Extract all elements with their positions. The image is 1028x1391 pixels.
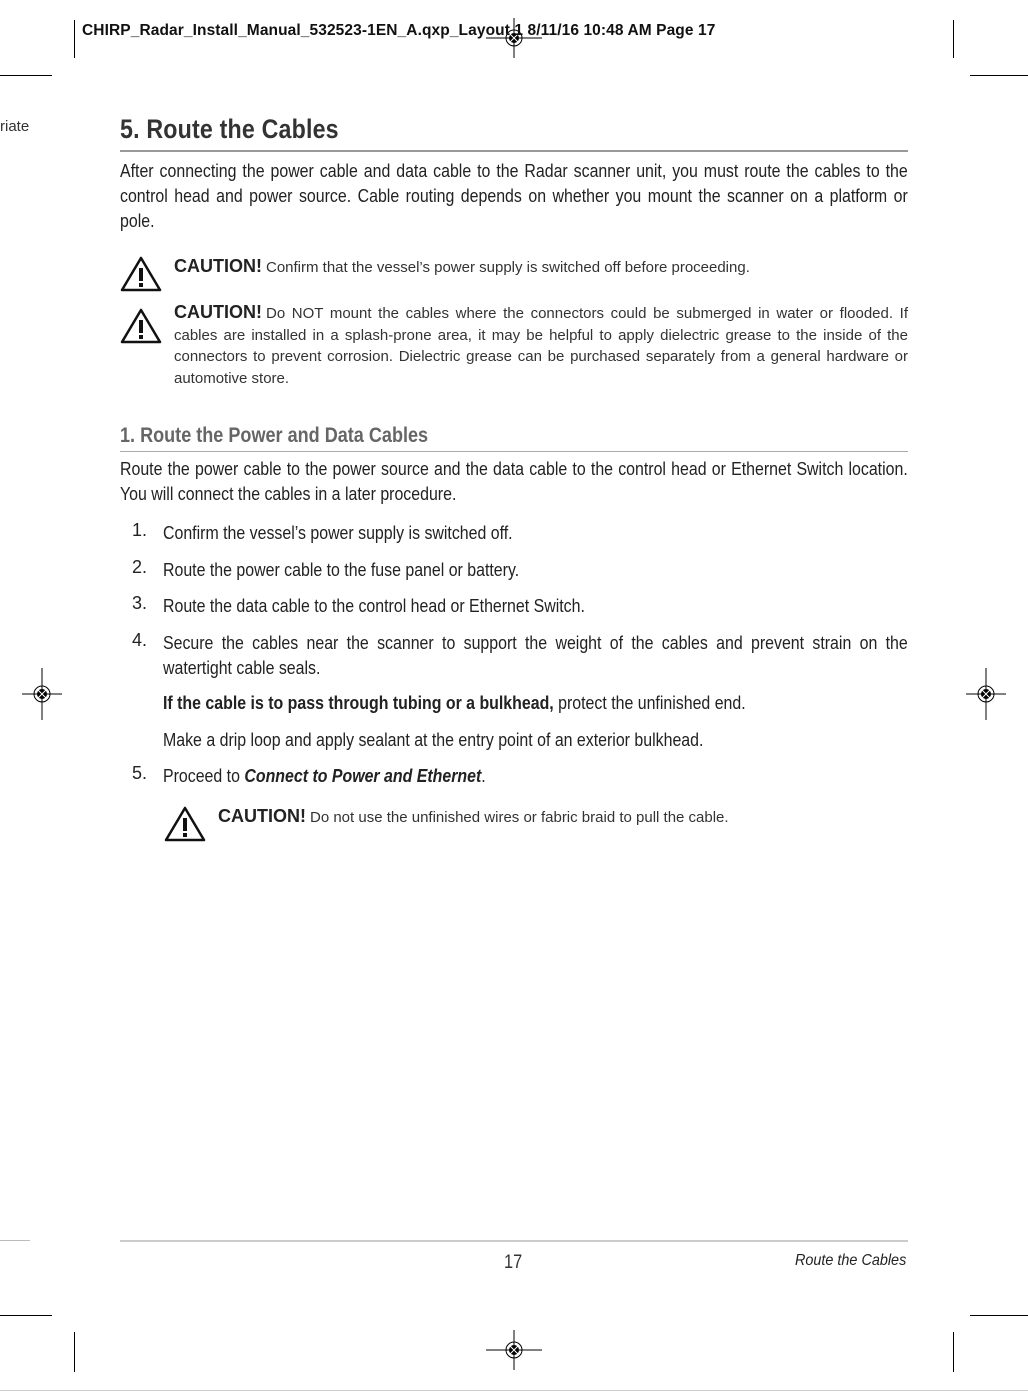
print-slug: CHIRP_Radar_Install_Manual_532523-1EN_A.qxp_Layout 1 8/11/16 10:48 AM Page 17	[82, 22, 716, 39]
caution-1	[120, 256, 908, 296]
intro-paragraph: After connecting the power cable and data cable to the Radar scanner unit, you must route the cables to the control head and power source. Cable routing depends on whether you mount the scanner on a platform or pole.	[120, 160, 908, 231]
cross-reference-link[interactable]: Connect to Power and Ethernet	[244, 765, 482, 786]
caution-label: CAUTION!	[174, 302, 262, 322]
caution-label: CAUTION!	[174, 256, 262, 276]
caution-text: Do not use the unfinished wires or fabric braid to pull the cable.	[310, 809, 729, 826]
warning-icon	[120, 256, 162, 292]
step-text: Route the data cable to the control head or Ethernet Switch.	[163, 595, 585, 616]
registration-mark-right	[966, 668, 1006, 720]
step-note-text: protect the unfinished end.	[553, 692, 746, 713]
registration-mark-left	[22, 668, 62, 720]
step-note	[163, 690, 746, 715]
caution-3	[164, 806, 908, 846]
step-text: Route the power cable to the fuse panel or battery.	[163, 559, 520, 580]
page-number: 17	[504, 1252, 523, 1273]
caution-text: Do NOT mount the cables where the connectors could be submerged in water or flooded. If cables are installed in a splash-prone area, it may be helpful to apply dielectric grease to the inside of the connectors to prevent corrosion. Dielectric grease can be purchased separately from a general hardware or automotive store.	[174, 305, 908, 387]
step-number: 2.	[132, 557, 148, 577]
section-heading: 1. Route the Power and Data Cables	[120, 424, 429, 447]
section-rule	[120, 451, 908, 452]
warning-icon	[120, 308, 162, 344]
page-title: 5. Route the Cables	[120, 114, 339, 144]
registration-mark-bottom	[486, 1330, 542, 1370]
step-text-period: .	[481, 765, 486, 786]
step-note: Make a drip loop and apply sealant at the entry point of an exterior bulkhead.	[163, 729, 704, 750]
step-number: 3.	[132, 593, 148, 613]
step-text-prefix: Proceed to	[163, 765, 240, 786]
step-number: 4.	[132, 630, 148, 650]
caution-2	[120, 302, 908, 394]
step-text: Confirm the vessel’s power supply is switched off.	[163, 522, 513, 543]
section-intro: Route the power cable to the power source and the data cable to the control head or Ethernet Switch location. You will connect the cables in a later procedure.	[120, 458, 908, 504]
step-text: Secure the cables near the scanner to support the weight of the cables and prevent strain on the watertight cable seals.	[163, 632, 908, 678]
step-text	[163, 763, 486, 788]
caution-text: Confirm that the vessel’s power supply is switched off before proceeding.	[266, 259, 750, 276]
step-note-emphasis: If the cable is to pass through tubing or a bulkhead,	[163, 692, 554, 713]
step-number: 5.	[132, 763, 148, 783]
step-number: 1.	[132, 520, 148, 540]
edge-text-fragment: riate	[0, 118, 30, 135]
footer-section-title: Route the Cables	[795, 1252, 907, 1269]
warning-icon	[164, 806, 206, 842]
footer-rule	[120, 1240, 908, 1242]
caution-label: CAUTION!	[218, 806, 306, 826]
title-rule	[120, 150, 908, 152]
